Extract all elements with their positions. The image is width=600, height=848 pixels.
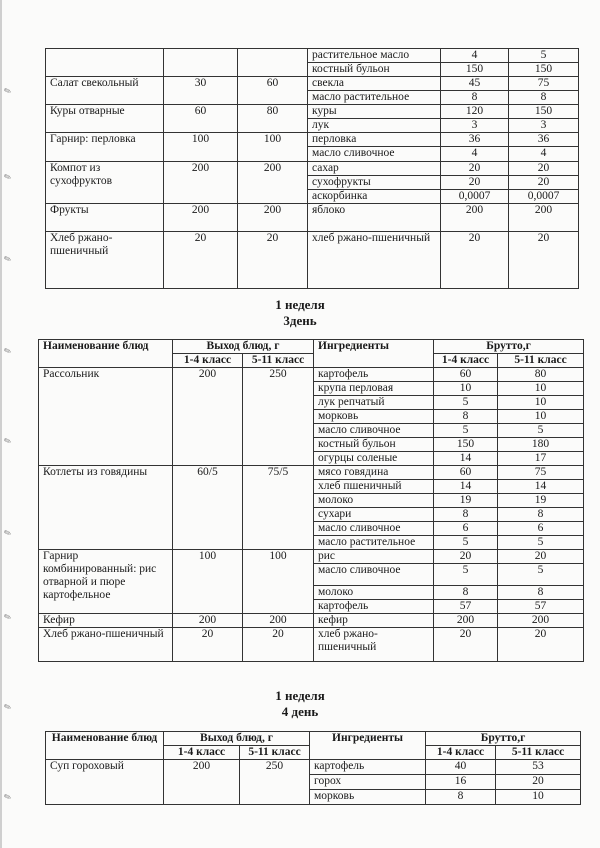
ingredient-name: горох <box>310 775 426 790</box>
dish-row <box>39 466 584 480</box>
gross-grade-1-4: 19 <box>434 494 498 508</box>
ingredient-name: масло сливочное <box>314 522 434 536</box>
dish-row <box>46 77 579 91</box>
output-grade-1-4: 200 <box>173 614 243 628</box>
ingredient-name: хлеб ржано-пшеничный <box>314 628 434 662</box>
ingredient-name: костный бульон <box>308 63 441 77</box>
gross-grade-1-4: 5 <box>434 396 498 410</box>
ingredient-name: морковь <box>314 410 434 424</box>
dish-row <box>39 550 584 564</box>
day3-week-heading: 1 неделя <box>275 297 325 312</box>
output-grade-1-4 <box>164 49 238 77</box>
gross-grade-5-11: 80 <box>498 368 584 382</box>
ingredient-name: куры <box>308 105 441 119</box>
gross-grade-5-11: 20 <box>509 176 579 190</box>
gross-grade-1-4: 16 <box>426 775 496 790</box>
output-grade-5-11: 250 <box>243 368 314 466</box>
gross-grade-1-4: 4 <box>441 147 509 162</box>
output-grade-5-11: 100 <box>238 133 308 162</box>
punch-hole-mark: ✎ <box>2 171 13 184</box>
gross-grade-5-11: 14 <box>498 480 584 494</box>
dish-name: Гарнир комбинированный: рис отварной и пюре картофельное <box>39 550 173 614</box>
gross-grade-5-11: 10 <box>498 410 584 424</box>
gross-grade-1-4: 5 <box>434 564 498 586</box>
gross-grade-5-11: 180 <box>498 438 584 452</box>
dish-row <box>46 162 579 176</box>
ingredient-name: свекла <box>308 77 441 91</box>
gross-grade-1-4: 5 <box>434 536 498 550</box>
output-grade-1-4: 200 <box>164 760 240 805</box>
dish-name: Кефир <box>39 614 173 628</box>
gross-grade-1-4: 0,0007 <box>441 190 509 204</box>
punch-hole-mark: ✎ <box>2 701 13 714</box>
ingredient-name: аскорбинка <box>308 190 441 204</box>
header-gross-grade-5-11: 5-11 класс <box>498 354 584 368</box>
gross-grade-1-4: 8 <box>434 410 498 424</box>
ingredient-name: картофель <box>314 600 434 614</box>
dish-name: Гарнир: перловка <box>46 133 164 162</box>
dish-row <box>39 368 584 382</box>
dish-row <box>46 49 579 63</box>
gross-grade-1-4: 200 <box>434 614 498 628</box>
gross-grade-5-11: 20 <box>498 628 584 662</box>
ingredient-name: картофель <box>314 368 434 382</box>
dish-name: Фрукты <box>46 204 164 232</box>
header-gross-grade-1-4: 1-4 класс <box>426 746 496 760</box>
header-output: Выход блюд, г <box>164 732 310 746</box>
gross-grade-5-11: 75 <box>498 466 584 480</box>
gross-grade-5-11: 17 <box>498 452 584 466</box>
gross-grade-5-11: 20 <box>496 775 581 790</box>
gross-grade-5-11: 10 <box>496 790 581 805</box>
day3-day-heading: 3день <box>283 313 317 328</box>
gross-grade-1-4: 45 <box>441 77 509 91</box>
gross-grade-5-11: 6 <box>498 522 584 536</box>
gross-grade-1-4: 4 <box>441 49 509 63</box>
gross-grade-5-11: 4 <box>509 147 579 162</box>
output-grade-5-11: 200 <box>243 614 314 628</box>
gross-grade-1-4: 40 <box>426 760 496 775</box>
ingredient-name: рис <box>314 550 434 564</box>
gross-grade-1-4: 20 <box>441 232 509 289</box>
ingredient-name: масло сливочное <box>314 564 434 586</box>
ingredient-name: яблоко <box>308 204 441 232</box>
gross-grade-1-4: 8 <box>434 508 498 522</box>
gross-grade-5-11: 150 <box>509 105 579 119</box>
output-grade-1-4: 100 <box>164 133 238 162</box>
dish-name <box>46 49 164 77</box>
output-grade-5-11: 60 <box>238 77 308 105</box>
header-dish-name: Наименование блюд <box>46 732 164 760</box>
output-grade-5-11: 200 <box>238 204 308 232</box>
ingredient-name: растительное масло <box>308 49 441 63</box>
gross-grade-1-4: 10 <box>434 382 498 396</box>
gross-grade-5-11: 5 <box>498 536 584 550</box>
gross-grade-1-4: 57 <box>434 600 498 614</box>
punch-hole-mark: ✎ <box>2 527 13 540</box>
gross-grade-5-11: 3 <box>509 119 579 133</box>
gross-grade-5-11: 75 <box>509 77 579 91</box>
ingredient-name: перловка <box>308 133 441 147</box>
ingredient-name: морковь <box>310 790 426 805</box>
day4-day-heading: 4 день <box>281 704 319 719</box>
ingredient-name: масло сливочное <box>308 147 441 162</box>
header-output-grade-1-4: 1-4 класс <box>164 746 240 760</box>
dish-row <box>39 628 584 662</box>
page-edge <box>0 0 2 848</box>
gross-grade-1-4: 120 <box>441 105 509 119</box>
header-output-grade-5-11: 5-11 класс <box>243 354 314 368</box>
header-gross-grade-5-11: 5-11 класс <box>496 746 581 760</box>
menu-table-day3 <box>38 339 584 662</box>
gross-grade-1-4: 14 <box>434 452 498 466</box>
header-output-grade-1-4: 1-4 класс <box>173 354 243 368</box>
output-grade-1-4: 200 <box>173 368 243 466</box>
gross-grade-5-11: 20 <box>498 550 584 564</box>
ingredient-name: мясо говядина <box>314 466 434 480</box>
day4-week-heading: 1 неделя <box>275 688 325 703</box>
dish-name: Суп гороховый <box>46 760 164 805</box>
gross-grade-5-11: 53 <box>496 760 581 775</box>
ingredient-name: сухофрукты <box>308 176 441 190</box>
gross-grade-1-4: 60 <box>434 466 498 480</box>
header-output-grade-5-11: 5-11 класс <box>240 746 310 760</box>
gross-grade-5-11: 10 <box>498 382 584 396</box>
menu-table-day4 <box>45 731 581 805</box>
gross-grade-1-4: 150 <box>441 63 509 77</box>
header-ingredients: Ингредиенты <box>314 340 434 368</box>
ingredient-name: масло сливочное <box>314 424 434 438</box>
output-grade-1-4: 20 <box>173 628 243 662</box>
gross-grade-1-4: 14 <box>434 480 498 494</box>
output-grade-1-4: 60/5 <box>173 466 243 550</box>
ingredient-name: крупа перловая <box>314 382 434 396</box>
header-ingredients: Ингредиенты <box>310 732 426 760</box>
dish-name: Рассольник <box>39 368 173 466</box>
output-grade-5-11: 20 <box>238 232 308 289</box>
header-gross: Брутто,г <box>434 340 584 354</box>
output-grade-1-4: 60 <box>164 105 238 133</box>
gross-grade-1-4: 200 <box>441 204 509 232</box>
output-grade-1-4: 30 <box>164 77 238 105</box>
dish-name: Хлеб ржано-пшеничный <box>46 232 164 289</box>
gross-grade-1-4: 8 <box>441 91 509 105</box>
ingredient-name: картофель <box>310 760 426 775</box>
gross-grade-5-11: 5 <box>498 564 584 586</box>
punch-hole-mark: ✎ <box>2 791 13 804</box>
ingredient-name: молоко <box>314 494 434 508</box>
menu-table-continued <box>45 48 579 289</box>
ingredient-name: лук <box>308 119 441 133</box>
gross-grade-5-11: 8 <box>509 91 579 105</box>
gross-grade-5-11: 20 <box>509 162 579 176</box>
dish-name: Котлеты из говядины <box>39 466 173 550</box>
gross-grade-1-4: 20 <box>434 550 498 564</box>
punch-hole-mark: ✎ <box>2 611 13 624</box>
gross-grade-5-11: 10 <box>498 396 584 410</box>
output-grade-5-11: 100 <box>243 550 314 614</box>
gross-grade-5-11: 20 <box>509 232 579 289</box>
punch-hole-mark: ✎ <box>2 85 13 98</box>
gross-grade-1-4: 5 <box>434 424 498 438</box>
gross-grade-1-4: 150 <box>434 438 498 452</box>
gross-grade-1-4: 8 <box>434 586 498 600</box>
dish-name: Компот из сухофруктов <box>46 162 164 204</box>
header-gross: Брутто,г <box>426 732 581 746</box>
punch-hole-mark: ✎ <box>2 435 13 448</box>
ingredient-name: кефир <box>314 614 434 628</box>
ingredient-name: масло растительное <box>308 91 441 105</box>
gross-grade-5-11: 19 <box>498 494 584 508</box>
header-dish-name: Наименование блюд <box>39 340 173 368</box>
ingredient-name: молоко <box>314 586 434 600</box>
output-grade-1-4: 200 <box>164 204 238 232</box>
dish-row <box>46 232 579 289</box>
gross-grade-5-11: 0,0007 <box>509 190 579 204</box>
gross-grade-1-4: 60 <box>434 368 498 382</box>
gross-grade-5-11: 8 <box>498 508 584 522</box>
dish-row <box>46 105 579 119</box>
output-grade-1-4: 20 <box>164 232 238 289</box>
gross-grade-1-4: 3 <box>441 119 509 133</box>
output-grade-5-11: 250 <box>240 760 310 805</box>
output-grade-5-11: 20 <box>243 628 314 662</box>
punch-hole-mark: ✎ <box>2 345 13 358</box>
gross-grade-5-11: 200 <box>509 204 579 232</box>
ingredient-name: масло растительное <box>314 536 434 550</box>
gross-grade-1-4: 20 <box>441 176 509 190</box>
dish-row <box>39 614 584 628</box>
ingredient-name: хлеб пшеничный <box>314 480 434 494</box>
output-grade-1-4: 100 <box>173 550 243 614</box>
gross-grade-5-11: 150 <box>509 63 579 77</box>
gross-grade-5-11: 5 <box>509 49 579 63</box>
gross-grade-1-4: 36 <box>441 133 509 147</box>
dish-row <box>46 133 579 147</box>
gross-grade-5-11: 200 <box>498 614 584 628</box>
gross-grade-5-11: 57 <box>498 600 584 614</box>
output-grade-1-4: 200 <box>164 162 238 204</box>
ingredient-name: лук репчатый <box>314 396 434 410</box>
gross-grade-5-11: 8 <box>498 586 584 600</box>
gross-grade-5-11: 5 <box>498 424 584 438</box>
output-grade-5-11 <box>238 49 308 77</box>
output-grade-5-11: 80 <box>238 105 308 133</box>
ingredient-name: хлеб ржано-пшеничный <box>308 232 441 289</box>
gross-grade-1-4: 8 <box>426 790 496 805</box>
punch-hole-mark: ✎ <box>2 253 13 266</box>
ingredient-name: костный бульон <box>314 438 434 452</box>
dish-row <box>46 204 579 232</box>
output-grade-5-11: 75/5 <box>243 466 314 550</box>
gross-grade-1-4: 6 <box>434 522 498 536</box>
ingredient-name: огурцы соленые <box>314 452 434 466</box>
dish-name: Куры отварные <box>46 105 164 133</box>
dish-row <box>46 760 581 775</box>
header-output: Выход блюд, г <box>173 340 314 354</box>
gross-grade-1-4: 20 <box>441 162 509 176</box>
gross-grade-5-11: 36 <box>509 133 579 147</box>
output-grade-5-11: 200 <box>238 162 308 204</box>
ingredient-name: сахар <box>308 162 441 176</box>
header-gross-grade-1-4: 1-4 класс <box>434 354 498 368</box>
dish-name: Хлеб ржано-пшеничный <box>39 628 173 662</box>
gross-grade-1-4: 20 <box>434 628 498 662</box>
ingredient-name: сухари <box>314 508 434 522</box>
dish-name: Салат свекольный <box>46 77 164 105</box>
